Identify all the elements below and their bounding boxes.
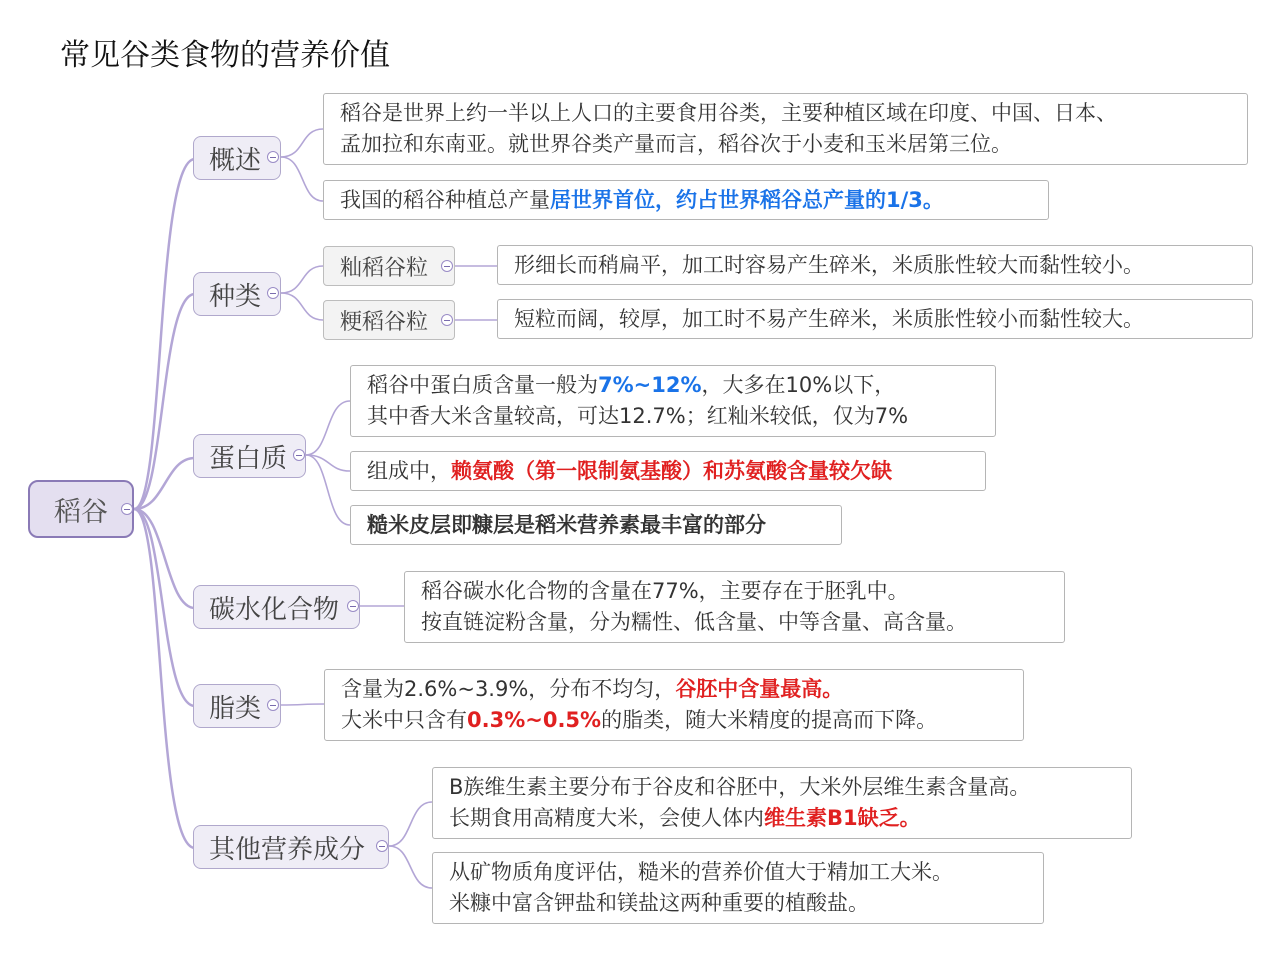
note-overview-1-line-1: 稻谷是世界上约一半以上人口的主要食用谷类，主要种植区域在印度、中国、日本、 <box>340 101 1117 125</box>
collapse-root-toggle-icon[interactable] <box>121 503 133 515</box>
note-other-1-line-2 <box>449 803 1115 834</box>
note-protein-1-highlight: 7%~12% <box>598 373 702 397</box>
collapse-fat-toggle-icon[interactable] <box>267 699 279 711</box>
note-protein-1-text-a: 稻谷中蛋白质含量一般为 <box>367 373 598 397</box>
branch-types-label: 种类 <box>209 281 262 312</box>
collapse-carbohydrates-toggle-icon[interactable] <box>347 600 359 612</box>
collapse-indica-toggle-icon[interactable] <box>441 260 453 272</box>
note-protein-1 <box>350 365 996 437</box>
note-overview-2 <box>323 180 1049 220</box>
note-overview-2-highlight: 居世界首位，约占世界稻谷总产量的1/3。 <box>550 187 944 212</box>
note-japonica <box>497 299 1253 339</box>
branch-fat-label: 脂类 <box>209 693 262 724</box>
branch-protein[interactable] <box>193 434 306 478</box>
type-japonica-node[interactable] <box>323 300 455 340</box>
note-japonica-text: 短粒而阔，较厚，加工时不易产生碎米，米质胀性较小而黏性较大。 <box>514 306 1144 331</box>
note-protein-2 <box>350 451 986 491</box>
note-indica <box>497 245 1253 285</box>
note-other-1-line-1: B族维生素主要分布于谷皮和谷胚中，大米外层维生素含量高。 <box>449 775 1031 799</box>
branch-other-nutrients-label: 其他营养成分 <box>209 834 366 865</box>
branch-carbohydrates[interactable] <box>193 585 360 629</box>
note-fat <box>324 669 1024 741</box>
type-indica-label: 籼稻谷粒 <box>340 255 429 281</box>
note-other-1 <box>432 767 1132 839</box>
note-overview-2-text: 我国的稻谷种植总产量 <box>340 187 550 212</box>
note-other-2-line-1: 从矿物质角度评估，糙米的营养价值大于精加工大米。 <box>449 860 953 884</box>
page-title: 常见谷类食物的营养价值 <box>60 38 390 73</box>
note-protein-1-line-1 <box>367 370 979 401</box>
note-overview-1-line-2: 孟加拉和东南亚。就世界谷类产量而言，稻谷次于小麦和玉米居第三位。 <box>340 132 1012 156</box>
branch-carbohydrates-label: 碳水化合物 <box>209 594 340 625</box>
note-carbohydrates-line-2: 按直链淀粉含量，分为糯性、低含量、中等含量、高含量。 <box>421 610 967 634</box>
root-node-rice[interactable] <box>28 480 134 538</box>
note-other-2-line-2: 米糠中富含钾盐和镁盐这两种重要的植酸盐。 <box>449 891 869 915</box>
collapse-protein-toggle-icon[interactable] <box>293 449 305 461</box>
note-other-1-highlight: 维生素B1缺乏。 <box>764 806 921 830</box>
note-fat-highlight-a: 谷胚中含量最高。 <box>675 677 844 701</box>
note-overview-1 <box>323 93 1248 165</box>
note-fat-text-b: 大米中只含有 <box>341 708 467 732</box>
type-indica-node[interactable] <box>323 246 455 286</box>
note-protein-3 <box>350 505 842 545</box>
note-protein-1-text-b: ，大多在10%以下， <box>701 373 896 397</box>
collapse-other-nutrients-toggle-icon[interactable] <box>376 840 388 852</box>
note-fat-text-a: 含量为2.6%~3.9%，分布不均匀， <box>341 677 676 701</box>
note-fat-text-c: 的脂类，随大米精度的提高而下降。 <box>601 708 938 732</box>
note-fat-line-2 <box>341 705 1007 736</box>
branch-other-nutrients[interactable] <box>193 825 389 869</box>
note-carbohydrates-line-1: 稻谷碳水化合物的含量在77%，主要存在于胚乳中。 <box>421 579 909 603</box>
collapse-japonica-toggle-icon[interactable] <box>441 314 453 326</box>
note-protein-2-highlight: 赖氨酸（第一限制氨基酸）和苏氨酸含量较欠缺 <box>451 458 892 483</box>
note-indica-text: 形细长而稍扁平，加工时容易产生碎米，米质胀性较大而黏性较小。 <box>514 252 1144 277</box>
note-fat-line-1 <box>341 674 1007 705</box>
note-other-2 <box>432 852 1044 924</box>
collapse-overview-toggle-icon[interactable] <box>267 151 279 163</box>
note-other-1-text: 长期食用高精度大米，会使人体内 <box>449 806 764 830</box>
note-carbohydrates <box>404 571 1065 643</box>
note-protein-2-text: 组成中， <box>367 458 451 483</box>
note-fat-highlight-b: 0.3%~0.5% <box>467 708 602 732</box>
note-protein-3-text: 糙米皮层即糠层是稻米营养素最丰富的部分 <box>367 512 766 537</box>
collapse-types-toggle-icon[interactable] <box>267 287 279 299</box>
branch-overview-label: 概述 <box>209 145 262 176</box>
root-label: 稻谷 <box>54 496 108 528</box>
branch-protein-label: 蛋白质 <box>209 443 288 474</box>
type-japonica-label: 粳稻谷粒 <box>340 309 429 335</box>
note-protein-1-line-2: 其中香大米含量较高，可达12.7%；红籼米较低，仅为7% <box>367 404 909 428</box>
